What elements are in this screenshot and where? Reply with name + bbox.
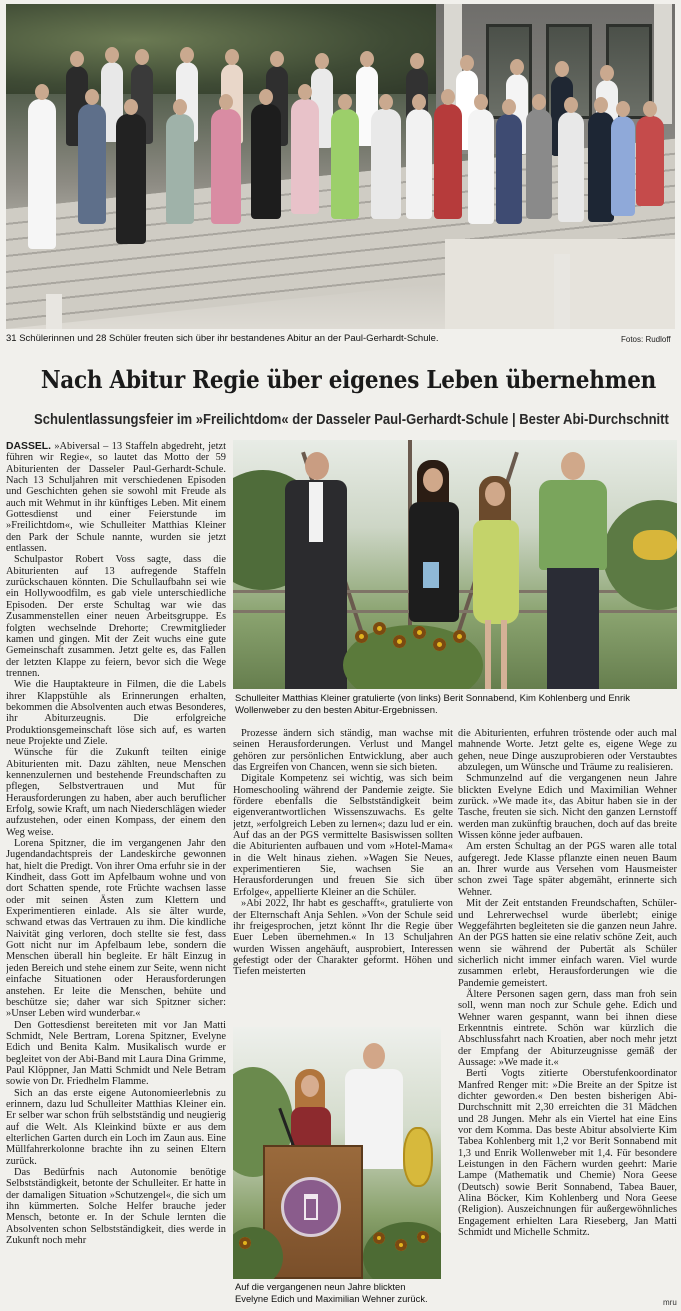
graduate-figure (331, 109, 359, 219)
graduate-figure (166, 114, 194, 224)
paragraph: Das Bedürfnis nach Autonomie benötige Selbstständigkeit, betonte der Schulleiter. Er hatte in der damaligen Situation »Schutzengel«, die sich um ihn kümmerten. Solche Helfer brauche jeder Mensch, betonte er. In der Schule lernten die Absolventen schon Selbstständigkeit, dies werde in Zukunft noch mehr (6, 1167, 226, 1247)
article-column-2 (233, 728, 453, 1018)
paragraph: Den Gottesdienst bereiteten mit vor Jan Matti Schmidt, Nele Bertram, Lorena Spitzner, Evelyne Edich und Benita Kalm. Musikalisch wurde er begleitet von der Abi-Band mit Laura Dina Grimme, Paul Klöppner, Jan Matti Schmidt und Nele Betram sowie von Dr. Friedhelm Flamme. (6, 1019, 226, 1088)
shirt (309, 482, 323, 542)
award-photo-caption (235, 693, 630, 717)
article-subheadline: Schulentlassungsfeier im »Freilichtdom« der Dasseler Paul-Gerhardt-Schule | Bester Abi-Durchschnitt (34, 412, 669, 428)
photo-post (46, 294, 62, 329)
group-photo-caption: 31 Schülerinnen und 28 Schüler freuten sich über ihr bestandenes Abitur an der Paul-Gerhardt-Schule. (6, 333, 439, 344)
article-headline: Nach Abitur Regie über eigenes Leben übernehmen (40, 365, 657, 394)
graduate-figure (406, 109, 432, 219)
sunflower (373, 1232, 385, 1244)
sunflower (417, 1231, 429, 1243)
photo-credit: Fotos: Rudloff (621, 335, 671, 344)
graduate-figure (611, 116, 635, 216)
graduate-figure (434, 104, 462, 219)
balloon (403, 1127, 433, 1187)
paragraph: Sich an das erste eigene Autonomieerlebnis zu erinnern, dazu lud Schulleiter Matthias Kleiner ein. Er selber war schon früh selbstständig und neugierig auf die Welt. Als Kleinkind büxte er aus dem elterlichen Garten durch ein Loch im Zaun aus. Eine Müllfahrerkolonne brachte ihn zu seinen Eltern zurück. (6, 1087, 226, 1167)
award-photo (233, 440, 677, 689)
graduate-figure (78, 104, 106, 224)
paragraph: Digitale Kompetenz sei wichtig, was sich beim Homeschooling während der Pandemie zeigte. Sie fördere ebenfalls die Selbstständigkeit beim eigenverantwortlichen Wissenszuwachs. Es gelte jetzt, »erfolgreich Leben zu lernen«; dazu lud er ein. Auf das an der PGS vermittelte Basiswissen sollten die Abiturienten aufbauen und vom »Hotel-Mama« in die Welt hinaus ziehen. »Wagen Sie Neues, experimentieren Sie, wachsen Sie an Herausforderungen und freuen Sie sich über Erfolge«, appellierte Kleiner an die Schüler. (233, 773, 453, 898)
person-head (363, 1043, 385, 1069)
dateline: DASSEL. (6, 441, 52, 452)
paragraph: Mit der Zeit entstanden Freundschaften, Schüler- und Lehrerwechsel wurde überlebt; einige Weggefährten begleiteten sie die ganzen neun Jahre. An der PGS hatten sie eine relativ schöne Zeit, auch wenn sie während der Pubertät als Schüler sicherlich nicht immer einfach waren. Viel wurde zusammen erlebt, Herausforderungen wie die Pandemie gemeistert. (458, 898, 677, 989)
graduate-figure (558, 112, 584, 222)
emblem-symbol (304, 1194, 318, 1220)
sunflower (355, 630, 368, 643)
balloon (633, 530, 677, 560)
paragraph: Berti Vogts zitierte Oberstufenkoordinator Manfred Renger mit: »Die Breite an der Spitze ist dichter geworden.« Den besten bisherigen Abi-Durchschnitt mit 2,30 erreichten die 31 Mädchen und 28 Jungen. Mehr als ein Viertel hat eine Eins vor dem Komma. Das beste Abitur absolvierte Kim Tabea Kohlenberg mit 1,2 vor Berit Sonnabend mit 1,3 und Enrik Wollenweber mit 1,4. Für besondere Leistungen in den Fächern wurden geehrt: Marie Lampe (Mathematik und Chemie) Nora Geese (Deutsch) sowie Berit Sonnabend, Tabea Bauer, Alina Böcker, Kim Kohlenberg und Nora Geese (Religion). Auszeichnungen für außergewöhnliches Engagement erhielten Lara Rieseberg, Jan Matti Schmidt und Michelle Schmitz. (458, 1068, 677, 1239)
sunflower (395, 1239, 407, 1251)
article-column-1 (6, 441, 226, 1309)
sunflower (373, 622, 386, 635)
person-head (301, 1075, 319, 1097)
green-shirt (539, 480, 607, 570)
speech-photo-caption (235, 1281, 428, 1305)
graduate-figure (468, 109, 494, 224)
caption-line: Schulleiter Matthias Kleiner gratulierte (von links) Berit Sonnabend, Kim Kohlenberg und Enrik (235, 693, 630, 704)
sunflower (393, 635, 406, 648)
photo-post (554, 254, 570, 329)
paragraph: »Abi 2022, Ihr habt es geschafft«, gratulierte von der Elternschaft Anja Sehlen. »Von der Schule seid ihr freigesprochen, jetzt könnt Ihr die Regie über Euer Leben übernehmen.« In 13 Schuljahren wurden Wissen angehäuft, ausprobiert, Interessen gefestigt oder der Charakter geformt. Höhen und Tiefen meisterten (233, 898, 453, 978)
sunflower (413, 626, 426, 639)
sunflower (453, 630, 466, 643)
graduate-figure (371, 109, 401, 219)
paragraph: Schmunzelnd auf die vergangenen neun Jahre blickten Evelyne Edich und Maximilian Wehner zurück. »We made it«, das Abitur haben sie in der Tasche, freuten sie sich. Nicht den ganzen Lernstoff werden man zukünftig brauchen, doch auf das breite Wissen könne jeder aufbauen. (458, 773, 677, 842)
certificate (423, 562, 439, 588)
speech-photo (233, 1027, 441, 1279)
green-dress (473, 520, 519, 624)
paragraph-text: »Abiversal – 13 Staffeln abgedreht, jetzt führen wir Regie«, so lautet das Motto der 59 Abiturienten der Dasseler Paul-Gerhardt-Schule. Nach 13 Schuljahren mit verschiedenen Episoden und Geschichten gehen sie sowohl mit Freude als auch mit Wehmut in ihr künftiges Leben. Mit einem Gottesdienst und einer Feierstunde im »Freilichtdom«, wie Schulleiter Matthias Kleiner den Park der Schule nannte, wurden sie jetzt entlassen. (6, 441, 226, 555)
graduate-figure (636, 116, 664, 206)
school-emblem (281, 1177, 341, 1237)
paragraph: Ältere Personen sagen gern, dass man froh sein soll, wenn man noch zur Schule gehe. Edich und Wehner waren gespannt, wann bei ihnen diese Erkenntnis eintrete. Schön war kürzlich die Abschlussfahrt nach Kroatien, aber noch mehr jetzt der Empfang der Abiturzeugnisse gemäß der Aussage: »We made it.« (458, 988, 677, 1068)
graduate-figure (28, 99, 56, 249)
paragraph (6, 441, 226, 554)
paragraph: Wünsche für die Zukunft teilten einige Abiturienten mit. Dazu zählten, neue Menschen kennenzulernen und bestehende Freundschaften zu pflegen, Selbstvertrauen und Mut für Herausforderungen zu haben, aber auch beruflicher Erfolg, sowie Kraft, um nach Niederschlägen wieder aufzustehen, oder einen Kompass, der einem den Weg weise. (6, 747, 226, 838)
group-photo (6, 4, 675, 329)
graduate-figure (116, 114, 146, 244)
graduate-figure (291, 99, 319, 214)
paragraph: Schulpastor Robert Voss sagte, dass die Abiturienten auf 13 aufregende Staffeln zurückschauen könnten. Die Schullaufbahn sei wie ein Hollywoodfilm, es gab viele unterschiedliche Episoden. Der erste Schultag war wie das Zusammenstellen einer neuen Arbeitsgruppe. Es folgten wechselnde Drehorte; Crewmitglieder kamen und gingen. Mit der Zeit wuchs eine gute Gemeinschaft zusammen. Jetzt gelte es, das Fallen der letzten Klappe zu feiern, bevor sich die Wege trennen. (6, 554, 226, 679)
graduate-figure (251, 104, 281, 219)
person-head (561, 452, 585, 480)
caption-line: Auf die vergangenen neun Jahre blickten (235, 1281, 406, 1292)
paragraph: Wie die Hauptakteure in Filmen, die die Labels ihrer Klappstühle als Erinnerungen erhalten, bekommen die Absolventen auch etwas Besonderes, ihr Abiturzeugnis. Die erfolgreiche Produktionsgemeinschaft löse sich auf, es warten neue Projekte und Ziele. (6, 679, 226, 747)
graduate-figure (496, 114, 522, 224)
sunflower (239, 1237, 251, 1249)
paragraph: Am ersten Schultag an der PGS waren alle total aufgeregt. Jede Klasse pflanzte einen neuen Baum an. Ihrer wurde aus Versehen vom Hausmeister schon zwei Tage später abgemäht, erinnerte sich Wehner. (458, 841, 677, 898)
graduate-figure (211, 109, 241, 224)
paragraph: die Abiturienten, erfuhren tröstende oder auch mal mahnende Worte. Jetzt gelte es, eigene Wege zu gehen, neue Dinge auszuprobieren oder Verstaubtes abzulegen, um Wünsche und Träume zu realisieren. (458, 728, 677, 774)
article-column-3 (458, 728, 677, 1308)
graduate-figure (526, 109, 552, 219)
author-signature: mru (663, 1298, 677, 1307)
caption-line: Wollenweber zu den besten Abitur-Ergebnissen. (235, 705, 438, 716)
paragraph: Prozesse ändern sich ständig, man wachse mit seinen Herausforderungen. Verlust und Mangel gehören zur persönlichen Entwicklung, aber auch das Ergreifen von Chancen, wenn sie sich bieten. (233, 728, 453, 774)
legs (501, 620, 507, 689)
person-head (423, 468, 443, 492)
person-head (485, 482, 505, 506)
caption-line: Evelyne Edich und Maximilian Wehner zurück. (235, 1293, 428, 1304)
paragraph: Lorena Spitzner, die im vergangenen Jahr den Jugendandachtspreis der Landeskirche gewonnen hat, hielt die Predigt. Von ihrer Oma erfuhr sie in der Kindheit, dass Gott im Apfelbaum wohne und von dort Schatten spende, rote Früchte wachsen lasse oder mit seinen Ästen zum Klettern und Experimentieren einlade. Als sie älter wurde, schwand etwas das Vertrauen zu ihm. Die kindliche Naivität ging verloren, doch stellte sie fest, dass Gott nicht nur im Apfelbaum lebe, sondern die Menschen überall hin begleite. Er hält Einzug in jeden Bereich und stehe einem zur Seite, wenn nicht einfache Situationen oder Herausforderungen anstehen. Er leite die Menschen, behüte und beschütze sie; daher war sich Spitzner sicher: »Unser Leben wird wunderbar.« (6, 838, 226, 1020)
sunflower (433, 638, 446, 651)
legs (485, 620, 491, 689)
person-head (305, 452, 329, 480)
dark-trousers (547, 568, 599, 689)
